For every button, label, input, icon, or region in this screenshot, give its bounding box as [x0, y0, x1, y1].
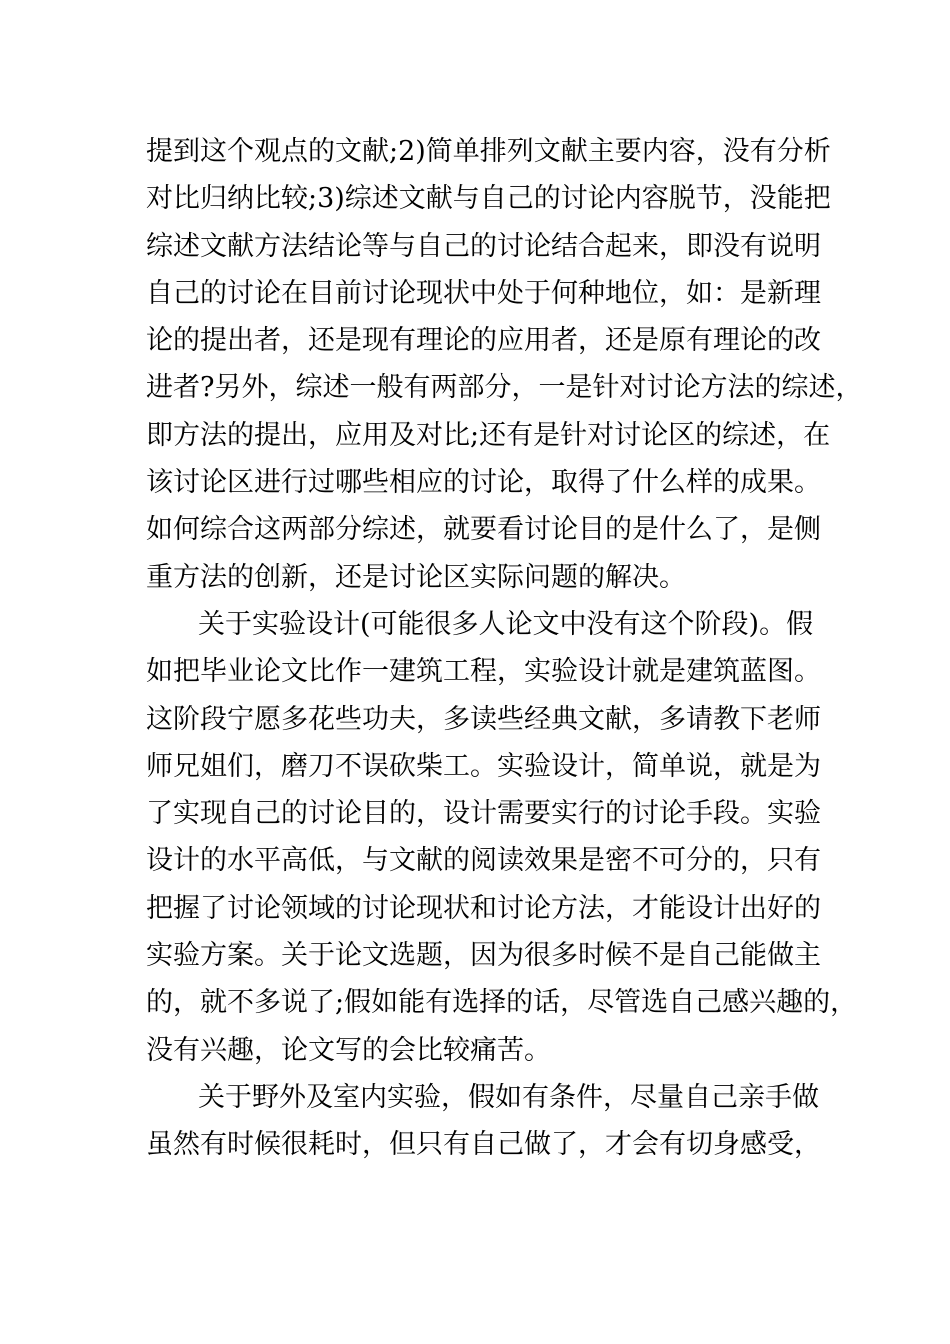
text-line: 设计的水平高低，与文献的阅读效果是密不可分的，只有 — [146, 845, 821, 877]
text-line: 这阶段宁愿多花些功夫，多读些经典文献，多请教下老师 — [146, 703, 821, 735]
text-line: 即方法的提出，应用及对比;还有是针对讨论区的综述，在 — [146, 419, 831, 451]
text-line: 如何综合这两部分综述，就要看讨论目的是什么了，是侧 — [146, 514, 821, 546]
text-line: 的，就不多说了;假如能有选择的话，尽管选自己感兴趣的， — [146, 987, 858, 1019]
text-line: 综述文献方法结论等与自己的讨论结合起来，即没有说明 — [146, 230, 821, 262]
text-line: 该讨论区进行过哪些相应的讨论，取得了什么样的成果。 — [146, 467, 821, 499]
text-line: 对比归纳比较;3)综述文献与自己的讨论内容脱节，没能把 — [146, 183, 831, 215]
text-line: 虽然有时候很耗时，但只有自己做了，才会有切身感受， — [146, 1129, 821, 1161]
text-line: 师兄姐们，磨刀不误砍柴工。实验设计，简单说，就是为 — [146, 750, 821, 782]
text-line: 如把毕业论文比作一建筑工程，实验设计就是建筑蓝图。 — [146, 656, 821, 688]
text-line: 提到这个观点的文献;2)简单排列文献主要内容，没有分析 — [146, 136, 831, 167]
body-text — [146, 128, 863, 1169]
text-line: 没有兴趣，论文写的会比较痛苦。 — [146, 1034, 551, 1066]
paragraph-start-line: 关于野外及室内实验，假如有条件，尽量自己亲手做 — [198, 1081, 819, 1113]
text-line: 论的提出者，还是现有理论的应用者，还是原有理论的改 — [146, 325, 821, 357]
text-line: 重方法的创新，还是讨论区实际问题的解决。 — [146, 561, 686, 593]
paragraph-start-line: 关于实验设计(可能很多人论文中没有这个阶段)。假 — [198, 608, 814, 640]
text-line: 实验方案。关于论文选题，因为很多时候不是自己能做主 — [146, 940, 821, 972]
text-line: 了实现自己的讨论目的，设计需要实行的讨论手段。实验 — [146, 798, 821, 830]
text-line: 进者?另外，综述一般有两部分，一是针对讨论方法的综述， — [146, 372, 863, 404]
text-line: 自己的讨论在目前讨论现状中处于何种地位，如：是新理 — [146, 277, 821, 309]
text-line: 把握了讨论领域的讨论现状和讨论方法，才能设计出好的 — [146, 892, 821, 924]
